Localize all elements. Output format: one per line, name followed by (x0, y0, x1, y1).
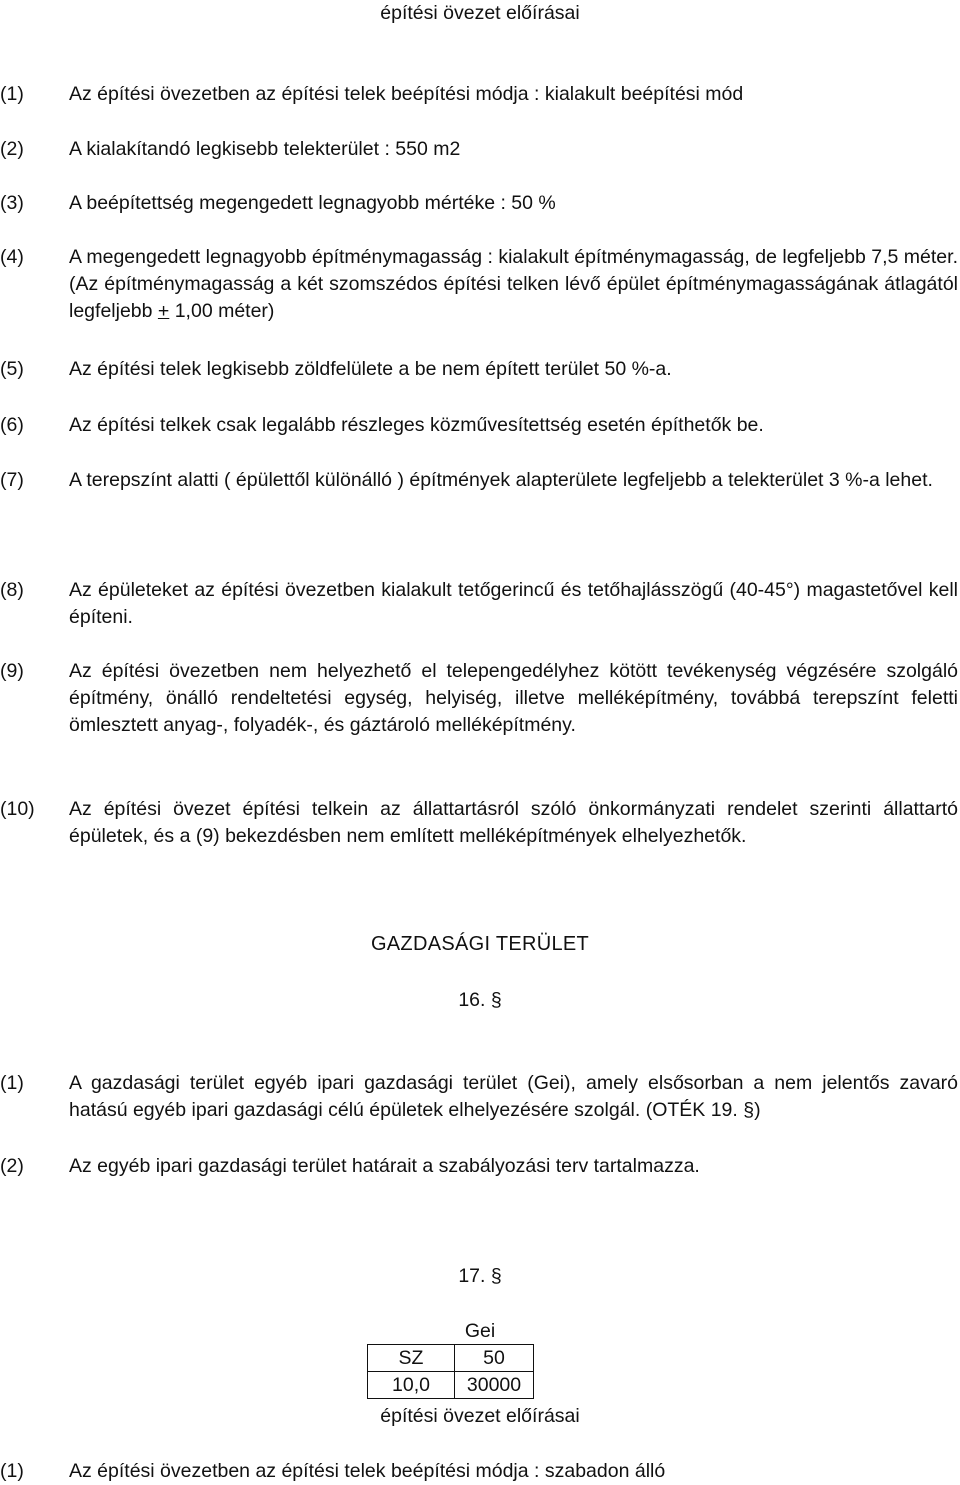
paragraph-text: Az építési övezetben az építési telek beépítési módja : kialakult beépítési mód (69, 83, 744, 105)
paragraph-a-4 (0, 244, 958, 325)
plus-minus-sign: + (157, 300, 170, 322)
paragraph-text: Az építési telek legkisebb zöldfelülete a be nem épített terület 50 %-a. (69, 358, 672, 380)
table-row (368, 1345, 534, 1372)
paragraph-text: Az építési övezet építési telkein az állattartásról szóló önkormányzati rendelet szerinti állattartó épületek, és a (9) bekezdésben nem említett melléképítmények elhelyezhetők. (69, 798, 958, 847)
paragraph-text-part: A megengedett legnagyobb építménymagasság : kialakult építménymagasság, de legfeljebb 7,5 méter. (Az építménymagasság a két szomszédos építési telken lévő épület építménymagasságának átlagától legfeljebb (69, 246, 958, 322)
paragraph-number: (8) (0, 579, 24, 601)
paragraph-number: (6) (0, 414, 24, 436)
paragraph-a-2 (0, 136, 958, 163)
paragraph-number: (2) (0, 1155, 24, 1177)
table-row (368, 1372, 534, 1399)
section-title: GAZDASÁGI TERÜLET (370, 933, 590, 955)
paragraph-b-2 (0, 1153, 958, 1180)
paragraph-text: Az építési övezetben nem helyezhető el telepengedélyhez kötött tevékenység végzésére szolgáló építmény, önálló rendeltetési egység, helyiség, illetve melléképítmény, továbbá terepszínt feletti ömlesztett anyag-, folyadék-, és gáztároló melléképítmény. (69, 660, 958, 736)
paragraph-a-9 (0, 658, 958, 739)
section-number-17: 17. § (458, 1265, 502, 1287)
zone-parameters-table (367, 1344, 534, 1399)
paragraph-a-1 (0, 81, 958, 108)
table-cell: 10,0 (368, 1372, 455, 1399)
paragraph-number: (9) (0, 660, 24, 682)
zone-rules-heading-bottom: építési övezet előírásai (380, 1405, 580, 1427)
table-cell: SZ (368, 1345, 455, 1372)
paragraph-a-6 (0, 412, 958, 439)
paragraph-text (69, 244, 958, 325)
paragraph-text: Az épületeket az építési övezetben kialakult tetőgerincű és tetőhajlásszögű (40-45°) magastetővel kell építeni. (69, 579, 958, 628)
paragraph-number: (4) (0, 246, 24, 268)
paragraph-number: (1) (0, 1460, 24, 1482)
paragraph-c-1 (0, 1458, 958, 1485)
paragraph-text: A beépítettség megengedett legnagyobb mértéke : 50 % (69, 192, 556, 214)
paragraph-text: Az építési telkek csak legalább részleges közművesítettség esetén építhetők be. (69, 414, 764, 436)
paragraph-a-8 (0, 577, 958, 631)
paragraph-a-7 (0, 467, 958, 494)
paragraph-number: (2) (0, 138, 24, 160)
paragraph-number: (1) (0, 1072, 24, 1094)
paragraph-a-3 (0, 190, 958, 217)
paragraph-number: (3) (0, 192, 24, 214)
paragraph-text-part: 1,00 méter) (169, 300, 275, 322)
table-cell: 50 (455, 1345, 534, 1372)
paragraph-number: (10) (0, 798, 35, 820)
paragraph-number: (5) (0, 358, 24, 380)
paragraph-text: A kialakítandó legkisebb telekterület : 550 m2 (69, 138, 461, 160)
paragraph-text: Az építési övezetben az építési telek beépítési módja : szabadon álló (69, 1460, 666, 1482)
paragraph-b-1 (0, 1070, 958, 1124)
paragraph-a-10 (0, 796, 958, 850)
paragraph-text: A gazdasági terület egyéb ipari gazdasági terület (Gei), amely elsősorban a nem jelentős zavaró hatású egyéb ipari gazdasági célú épületek elhelyezésére szolgál. (OTÉK 19. §) (69, 1072, 958, 1121)
paragraph-a-5 (0, 356, 958, 383)
section-number-16: 16. § (458, 989, 502, 1011)
paragraph-text: A terepszínt alatti ( épülettől különálló ) építmények alapterülete legfeljebb a telekterület 3 %-a lehet. (69, 469, 933, 491)
paragraph-number: (1) (0, 83, 24, 105)
paragraph-number: (7) (0, 469, 24, 491)
paragraph-text: Az egyéb ipari gazdasági terület határait a szabályozási terv tartalmazza. (69, 1155, 700, 1177)
table-cell: 30000 (455, 1372, 534, 1399)
zone-code: Gei (464, 1320, 496, 1342)
zone-rules-heading: építési övezet előírásai (380, 2, 580, 24)
